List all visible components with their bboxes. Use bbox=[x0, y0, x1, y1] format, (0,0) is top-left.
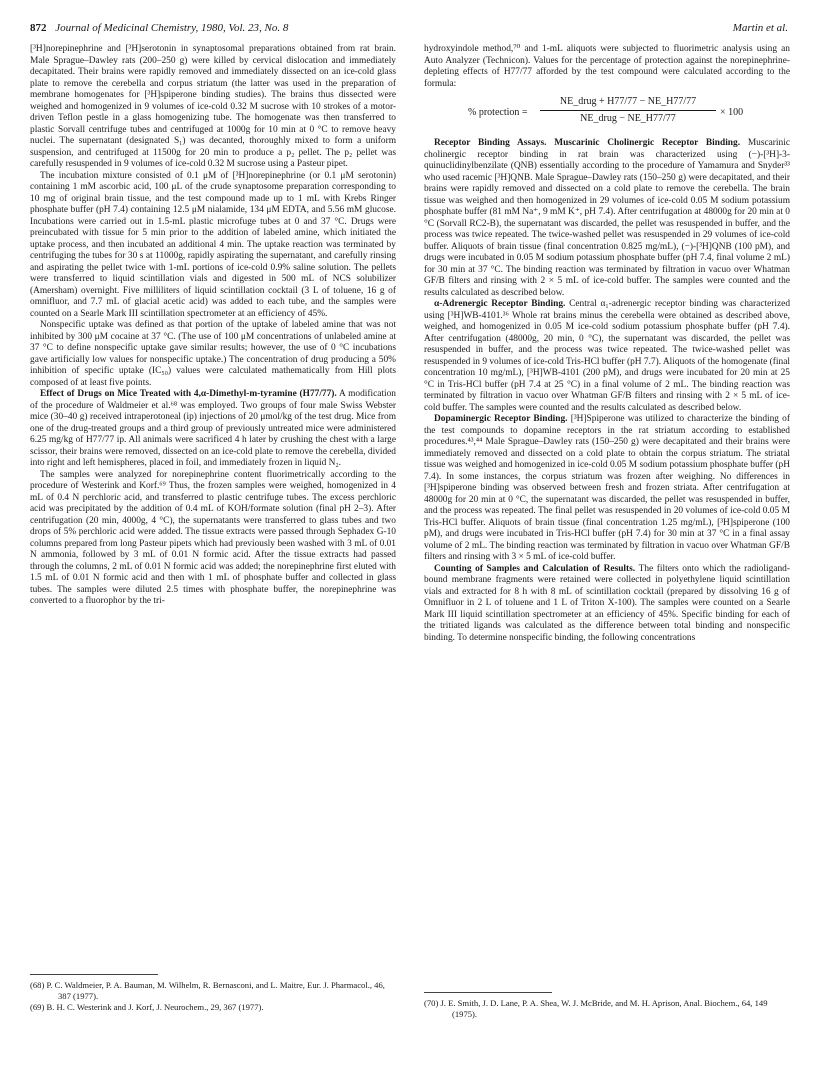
formula-multiplier: × 100 bbox=[720, 107, 744, 118]
page-number: 872 bbox=[30, 22, 47, 34]
footnote: (70) J. E. Smith, J. D. Lane, P. A. Shea, W. J. McBride, and M. H. Aprison, Anal. Biochem., 64, 149 (1975). bbox=[424, 998, 768, 1019]
section-heading: Receptor Binding Assays. Muscarinic Cholinergic Receptor Binding. bbox=[434, 138, 741, 148]
section-heading: α-Adrenergic Receptor Binding. bbox=[434, 299, 566, 309]
formula-numerator: NE_drug + H77/77 − NE_H77/77 bbox=[559, 96, 697, 107]
paragraph: hydroxyindole method,⁷⁰ and 1-mL aliquots were subjected to fluorimetric analysis using an Auto Analyzer (Technicon). Values for the percentage of protection against the norepinephrine-depleting effects of H77/77 afforded by the test compound were calculated according to the formula: bbox=[424, 44, 790, 89]
left-column bbox=[30, 44, 396, 1034]
footnote-rule-left bbox=[30, 974, 158, 975]
paragraph-text: A modification of the procedure of Waldmeier et al.⁶⁸ was employed. Two groups of four male Swiss Webster mice (30–40 g) received intraperotoneal (ip) injections of 20 μmol/kg of the test drug. Mice from one of the drug-treated groups and a third group of previously untreated mice were administered 6.25 mg/kg of H77/77 ip. All animals were sacrificed 4 h later by crushing the chest with a large scissor, their brains were removed, dissected on an ice-cold plate to remove the cerebella, divided into right and left hemispheres, placed in foil, and immediately frozen in liquid N₂. bbox=[30, 389, 396, 468]
running-head-left bbox=[30, 22, 288, 34]
paragraph-with-heading bbox=[30, 389, 396, 470]
section-heading: Counting of Samples and Calculation of Results. bbox=[434, 563, 636, 574]
footnotes-left bbox=[30, 980, 396, 1014]
formula-denominator: NE_drug − NE_H77/77 bbox=[580, 112, 676, 124]
journal-page bbox=[30, 22, 788, 1062]
running-head bbox=[30, 22, 788, 38]
paragraph: [³H]norepinephrine and [³H]serotonin in synaptosomal preparations obtained from rat brain. Male Sprague–Dawley rats (200–250 g) were killed by cervical dislocation and immediately decapitated. Their brains were rapidly removed and immediately dissected on an ice-cold glass plate to remove the cerebella and corpus striatum (the latter was used in the preparation of membrane homogenates for [³H]spiperone binding studies). The brains thus dissected were weighed and homogenized in 9 volumes of ice-cold 0.32 M sucrose with 10 strokes of a motor-driven Teflon pestle in a glass homogenizing tube. The homogenate was then transferred to plastic Sorvall centrifuge tubes and centrifuged at 1000g for 10 min at 0 °C to remove heavy nuclei. The supernatant (designated S₁) was decanted, thoroughly mixed to form a uniform suspension, and centrifuged at 11500g for 20 min to produce a p₂ pellet. The p₂ pellet was carefully resuspended in 9 volumes of ice-cold 0.32 M sucrose using a Pasteur pipet. bbox=[30, 44, 396, 169]
formula-label: % protection = bbox=[468, 107, 528, 118]
paragraph-text: Central α₁-adrenergic receptor binding was characterized using [³H]WB-4101.³⁶ Whole rat brains minus the cerebella were obtained as described above, weighed, and homogenized in 0.05 M ice-cold sodium potassium phosphate buffer (pH 7.4). After centrifugation (48000g, 20 min, 0 °C), the supernatant was discarded, the pellet was resuspended in buffer, and the process was twice repeated. The twice-washed pellet was resuspended in 9 volumes of ice-cold Tris-HCl buffer (pH 7.7). Aliquots of the homogenate (final concentration 10 mg/mL), [³H]WB-4101 (200 pM), and drugs were incubated for 20 min at 25 °C in Tris-HCl buffer (pH 7.4 at 25 °C) in a final volume of 2 mL. The binding reaction was terminated by filtration in vacuo over Whatman GF/B filters and rinsing with 2 × 5 mL of ice-cold buffer. The samples were counted and the results calculated as described below. bbox=[424, 299, 790, 413]
running-head-authors: Martin et al. bbox=[732, 22, 788, 34]
journal-citation: Journal of Medicinal Chemistry, 1980, Vol. 23, No. 8 bbox=[55, 22, 289, 34]
paragraph: The samples were analyzed for norepinephrine content fluorimetrically according to the procedure of Westerink and Korf.⁶⁹ Thus, the frozen samples were weighed, homogenized in 4 mL of 0.4 N perchloric acid, and transferred to plastic centrifuge tubes. The excess perchloric acid was precipitated by the addition of 0.4 mL of KOH/formate solution (final pH 2–3). After centrifugation (20 min, 4000g, 4 °C), the supernatants were transferred to glass tubes and two drops of 5% perchloric acid were added. The tissue extracts were passed through Sephadex G-10 columns prepared from long Pasteur pipets which had previously been washed with 3 mL of 0.01 N ammonia, followed by 3 mL of 0.01 N formic acid. After the tissue extracts had passed through the columns, 2 mL of 0.01 N formic acid was added; the norepinephrine first eluted with 1.5 mL of 0.01 N formic acid and then with 1 mL of phosphate buffer and collected in glass tubes. The samples were diluted 2.5 times with phosphate buffer, the norepinephrine was converted to a fluorophor by the tri- bbox=[30, 469, 396, 606]
footnotes-right bbox=[424, 998, 790, 1020]
footnote: (68) P. C. Waldmeier, P. A. Bauman, M. Wilhelm, R. Bernasconi, and L. Maitre, Eur. J. Pharmacol., 46, 387 (1977). bbox=[30, 980, 385, 1001]
formula-fraction bbox=[540, 96, 716, 124]
paragraph-with-heading bbox=[424, 564, 790, 645]
paragraph-text: [³H]Spiperone was utilized to characterize the binding of the test compounds to dopamine receptors in the rat striatum according to established procedures.⁴³,⁴⁴ Male Sprague–Dawley rats (150–250 g) were decapitated and their brains were immediately removed and dissected on a cold plate to obtain the corpus striatum. The striatal tissue was weighed and homogenized in ice-cold 0.05 M sodium potassium phosphate buffer (pH 7.4). In some instances, the corpus striatum was frozen after weighing. No differences in [³H]spiperone binding was observed between fresh and frozen striata. After centrifugation at 48000g for 20 min at 0 °C, the supernatant was discarded, the pellet was resuspended in buffer, and the process was repeated. The final pellet was resuspended in 20 volumes of ice-cold 0.05 M Tris-HCl buffer. Aliquots of brain tissue (final concentration 1.25 mg/mL), [³H]spiperone (100 pM), and drugs were incubated in Tris-HCl buffer (pH 7.4) for 30 min at 37 °C in a final assay volume of 2 mL. The binding reaction was terminated by filtration in vacuo over Whatman GF/B filters and rinsing with 3 × 5 mL of ice-cold buffer. bbox=[424, 414, 790, 562]
section-heading: Effect of Drugs on Mice Treated with 4,α-Dimethyl-m-tyramine (H77/77). bbox=[40, 389, 337, 399]
paragraph-with-heading bbox=[424, 138, 790, 299]
paragraph-with-heading bbox=[424, 414, 790, 564]
footnote: (69) B. H. C. Westerink and J. Korf, J. Neurochem., 29, 367 (1977). bbox=[30, 1002, 264, 1012]
paragraph: The incubation mixture consisted of 0.1 μM of [³H]norepinephrine (or 0.1 μM serotonin) containing 1 mM ascorbic acid, 100 μL of the crude synaptosome preparation corresponding to 10 mg of original brain tissue, and the test compound made up to 1 mL with Krebs Ringer phosphate buffer (pH 7.4) containing 12.5 μM nialamide, 134 μM EDTA, and 5.56 mM glucose. Incubations were carried out in 1.5-mL plastic microfuge tubes at 0 and 37 °C. Drugs were preincubated with tissue for 5 min prior to the addition of labeled amine, which initiated the uptake process, and then incubated an additional 4 min. The uptake reaction was terminated by centrifuging the tubes for 30 s at 11000g, rapidly aspirating the supernatant, and carefully rinsing and aspirating the pellet twice with 1-mL portions of ice-cold 0.9% saline solution. The pellets were transferred to liquid scintillation vials and digested in 500 mL of NCS solubilizer (Amersham) overnight. Five milliliters of liquid scintillation cocktail (3 L of toluene, 16 g of omnifluor, and 7.7 mL of glacial acetic acid) was added to each tube, and the samples were counted on a Searle Mark III scintillation spectrometer at an efficiency of 45%. bbox=[30, 170, 396, 319]
paragraph-text: Muscarinic cholinergic receptor binding in rat brain was characterized using (−)-[³H]-3-quinuclidinylbenzilate (QNB) essentially according to the procedure of Yamamura and Snyder³³ who used racemic [³H]QNB. Male Sprague–Dawley rats (150–250 g) were decapitated, and their brains were rapidly removed and dissected on a cold plate to remove the cerebella. The brain tissue was weighed and then homogenized in 29 volumes of ice-cold 0.05 M sodium potassium phosphate buffer (81 mM Na⁺, 9 mM K⁺, pH 7.4). After centrifugation at 48000g for 20 min at 0 °C (Sorvall RC2-B), the supernatant was discarded, the pellet was resuspended in buffer, and the process was twice repeated. The twice-washed pellet was resuspended in 29 volumes of ice-cold buffer. Aliquots of brain tissue (final concentration 0.825 mg/mL), (−)-[³H]QNB (100 pM), and drugs were incubated in 0.05 M sodium potassium phosphate buffer (pH 7.4, final volume 2 mL) for 30 min at 37 °C. The binding reaction was terminated by filtration in vacuo over Whatman GF/B filters and rinsing with 2 × 5 mL of ice-cold buffer. The samples were counted and the results calculated as described below. bbox=[424, 138, 790, 298]
paragraph-text: The filters onto which the radioligand-bound membrane fragments were retained were collected in polyethylene liquid scintillation vials and extracted for 8 h with 8 mL of scintillation cocktail (prepared by dissolving 16 g of Omnifluor in 2 L of toluene and 1 L of Triton X-100). The samples were counted on a Searle Mark III liquid scintillation spectrometer at an efficiency of 45%. Specific binding for each of the tritiated ligands was calculated as the difference between total binding and nonspecific binding. To determine nonspecific binding, the following concentrations bbox=[424, 563, 790, 643]
footnote-rule-right bbox=[424, 992, 552, 993]
section-heading: Dopaminergic Receptor Binding. bbox=[434, 414, 568, 424]
paragraph-with-heading bbox=[424, 299, 790, 414]
right-column bbox=[424, 44, 790, 1034]
protection-formula bbox=[424, 96, 790, 130]
paragraph: Nonspecific uptake was defined as that portion of the uptake of labeled amine that was not inhibited by 300 μM cocaine at 37 °C. (The use of 100 μM concentrations of unlabeled amine at 37 °C to define nonspecific uptake gave similar results; however, the use of 0 °C incubations gave artificially low values for nonspecific uptake.) The concentration of drug producing a 50% inhibition of specific uptake (IC₅₀) values were calculated mathematically from Hill plots composed of at least five points. bbox=[30, 320, 396, 388]
